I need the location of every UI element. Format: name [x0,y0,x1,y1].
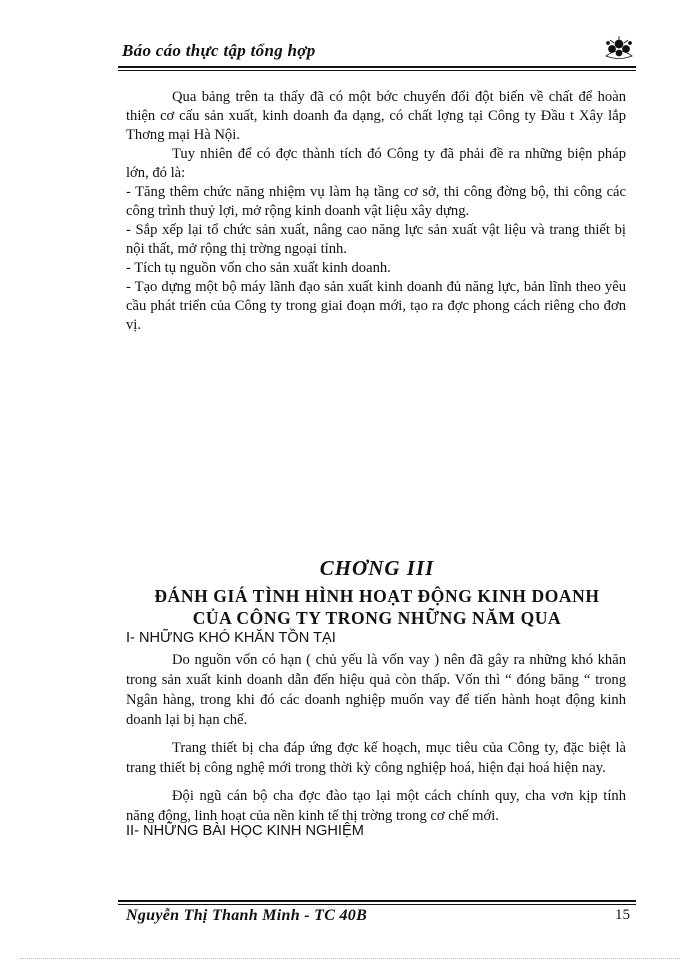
section-heading: I- NHỮNG KHÓ KHĂN TỒN TẠI [126,630,336,646]
bullet-item: - Tạo dựng một bộ máy lãnh đạo sản xuất kinh doanh đủ năng lực, bản lĩnh theo yêu cầu phát triển của Công ty trong giai đoạn mới, tạo ra đợc phong cách riêng cho đơn vị. [126,279,626,333]
paragraph: Đội ngũ cán bộ cha đợc đào tạo lại một cách chính quy, cha vơn kịp tính năng động, linh hoạt của nền kinh tế thị trờng trong cơ chế mới. [126,788,626,824]
floral-ornament-icon [602,34,636,64]
chapter-label: CHƠNG III [319,556,435,580]
paragraph: Qua bảng trên ta thấy đã có một bớc chuyển đổi đột biến về chất để hoàn thiện cơ cấu sản xuất, kinh doanh đa dạng, có chất lợng tại Công ty Đầu t Xây lắp Thơng mại Hà Nội. [126,89,626,143]
header-rule [118,66,636,71]
header-title: Báo cáo thực tập tổng hợp [122,41,316,60]
chapter-title [118,585,636,629]
bullet-item: - Tích tụ nguồn vốn cho sản xuất kinh doanh. [126,260,391,276]
bullet-item: - Tăng thêm chức năng nhiệm vụ làm hạ tầng cơ sở, thi công đờng bộ, thi công các công trình thuỷ lợi, mở rộng kinh doanh vật liệu xây dựng. [126,184,626,219]
difficulties-section [126,650,626,826]
chapter-title-line-1: ĐÁNH GIÁ TÌNH HÌNH HOẠT ĐỘNG KINH DOANH [154,586,600,606]
chapter-title-line-2: CỦA CÔNG TY TRONG NHỮNG NĂM QUA [192,608,562,628]
page-edge-divider [20,958,680,959]
paragraph: Tuy nhiên để có đợc thành tích đó Công ty đã phải đề ra những biện pháp lớn, đó là: [126,146,626,181]
footer-author: Nguyễn Thị Thanh Minh - TC 40B [126,907,368,924]
page-footer [118,903,636,929]
paragraph: Trang thiết bị cha đáp ứng đợc kế hoạch, mục tiêu của Công ty, đặc biệt là trang thiết bị công nghệ mới trong thời kỳ công nghiệp hoá, hiện đại hoá hiện nay. [126,740,626,776]
intro-section [126,88,626,335]
page-header [118,38,636,66]
bullet-item: - Sắp xếp lại tổ chức sản xuất, nâng cao năng lực sản xuất vật liệu và trang thiết bị nội thất, mở rộng thị trờng ngoại tỉnh. [126,222,626,257]
page-number: 15 [615,907,630,923]
section-heading: II- NHỮNG BÀI HỌC KINH NGHIỆM [126,823,364,839]
paragraph: Do nguồn vốn có hạn ( chủ yếu là vốn vay ) nên đã gây ra những khó khăn trong sản xuất kinh doanh dẫn đến hiệu quả còn thấp. Vốn thì “ đóng băng “ trong Ngân hàng, trong khi đó các doanh nghiệp muốn vay để tiến hành hoạt động kinh doanh lại bị hạn chế. [126,652,626,728]
